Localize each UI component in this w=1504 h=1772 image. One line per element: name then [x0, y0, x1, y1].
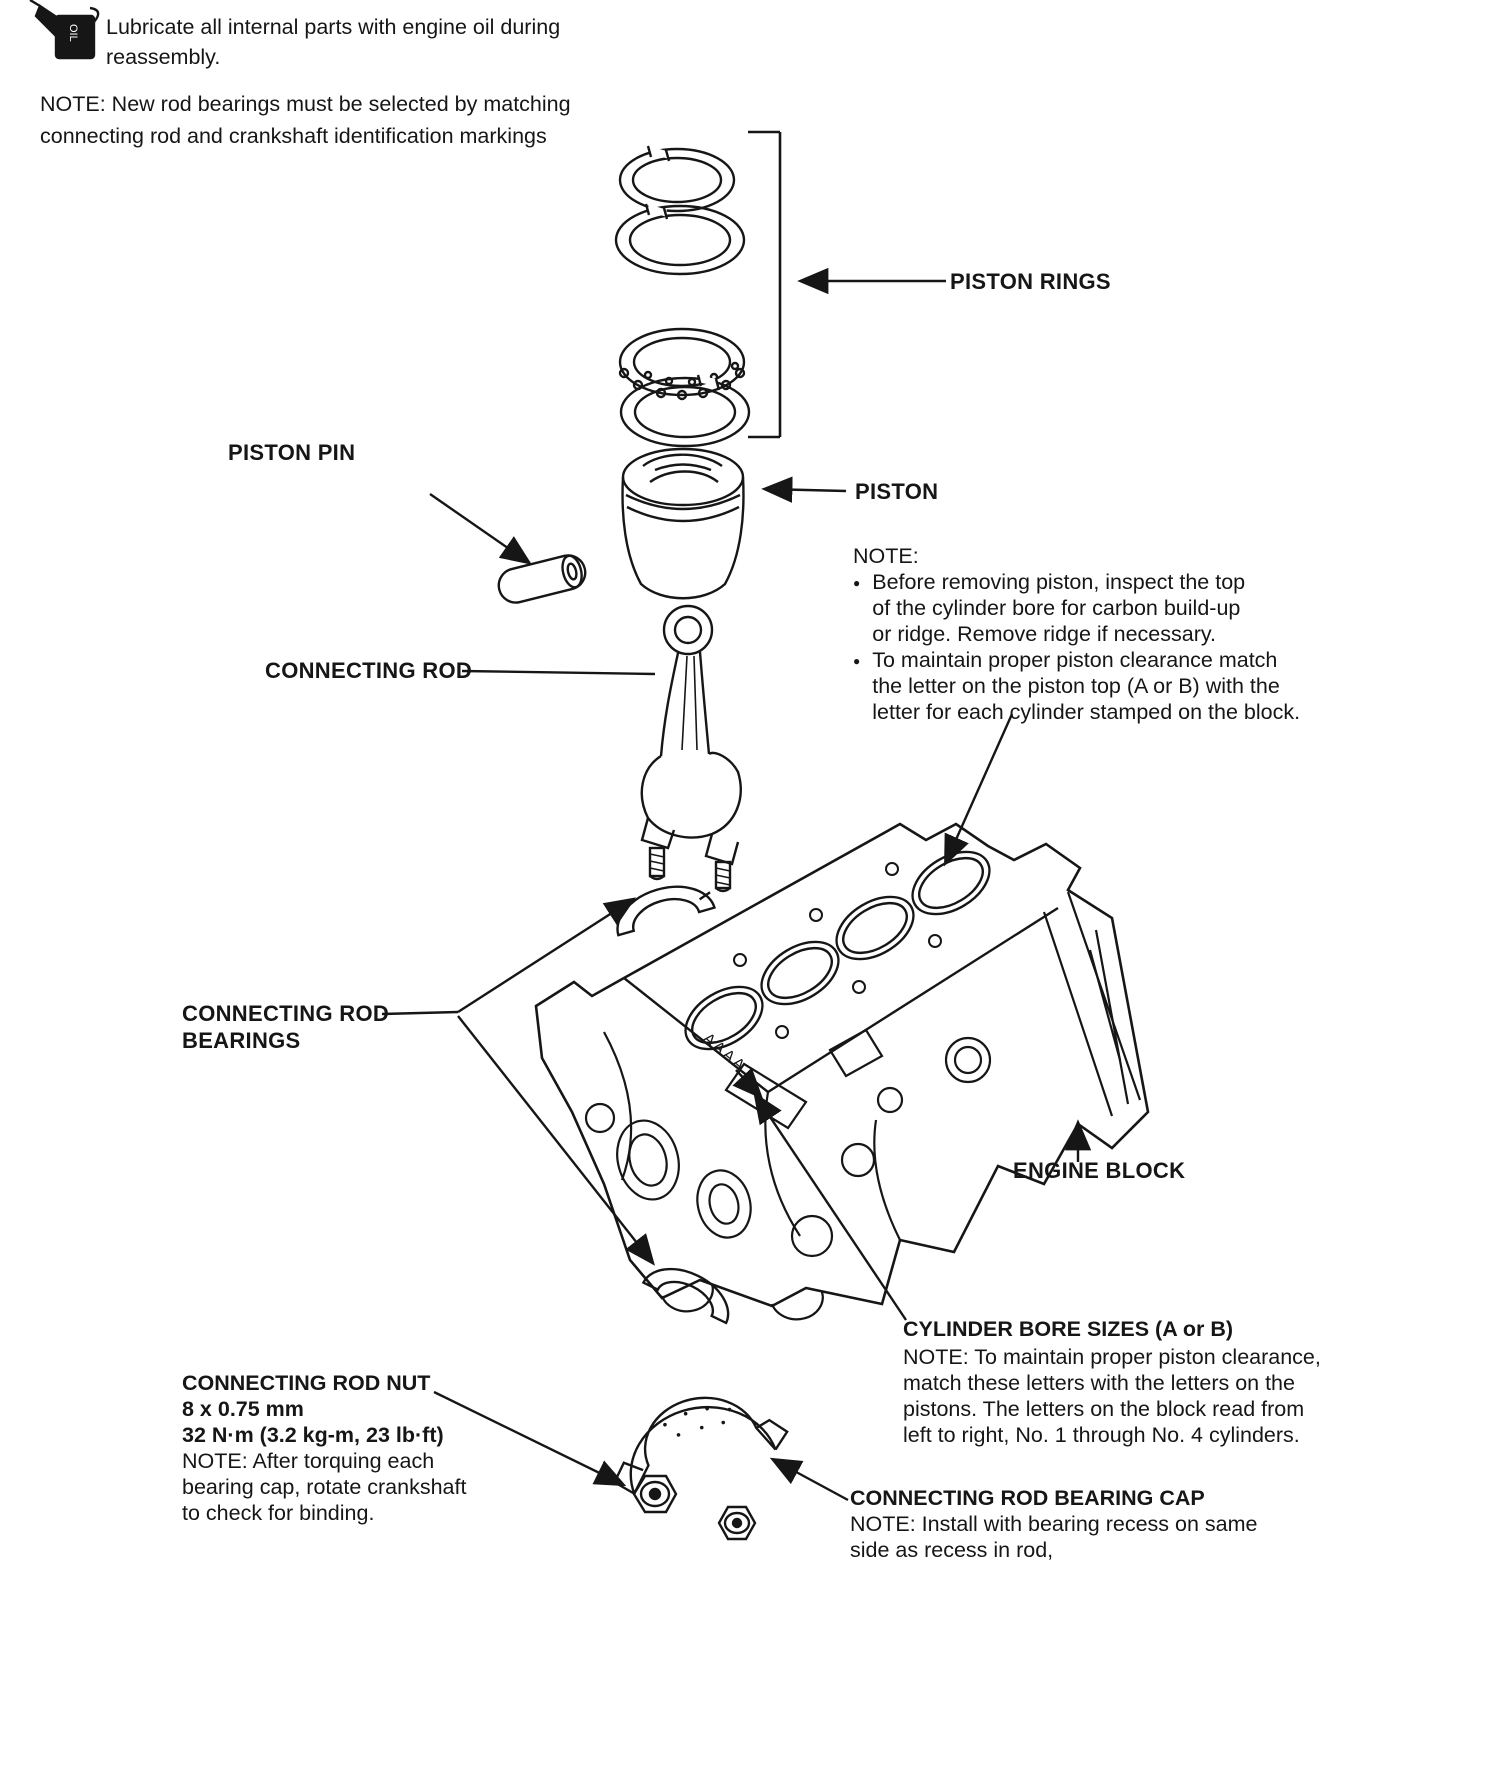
head-bolt-holes [734, 863, 941, 1038]
piston-rings-drawing [616, 146, 749, 446]
text-line: of the cylinder bore for carbon build-up [872, 596, 1241, 620]
text-line: letter for each cylinder stamped on the block. [872, 700, 1301, 724]
engine-block-drawing [536, 824, 1148, 1319]
text-line: pistons. The letters on the block read from [903, 1397, 1305, 1421]
bearings-leader-stem [382, 1012, 458, 1014]
piston-rings-label: PISTON RINGS [950, 269, 1111, 294]
text-line: NOTE: To maintain proper piston clearance, [903, 1345, 1321, 1369]
text-line: CONNECTING ROD [182, 1001, 390, 1026]
rod-bolt-right [716, 862, 730, 891]
note-bullet-1 [853, 569, 1300, 647]
rod-nut-drawing-1 [634, 1476, 676, 1512]
bearing-cap-block [850, 1485, 1257, 1563]
piston-pin-leader [430, 494, 528, 562]
text-line: bearing cap, rotate crankshaft [182, 1475, 467, 1499]
text-line: reassembly. [106, 45, 221, 69]
text-line: or ridge. Remove ridge if necessary. [872, 622, 1216, 646]
nut-spec-line: 8 x 0.75 mm [182, 1397, 304, 1421]
cylinder-bore-sizes-block [903, 1316, 1321, 1448]
bore-sizes-leader [756, 1096, 906, 1320]
connecting-rod-drawing [642, 606, 741, 891]
cylinder-bores [675, 839, 1001, 1062]
oil-can-icon [30, 0, 98, 58]
text-line: To maintain proper piston clearance match [872, 648, 1278, 672]
piston-drawing [623, 449, 744, 598]
connecting-rod-nut-label: CONNECTING ROD NUT [182, 1371, 431, 1395]
piston-pin-drawing [495, 552, 589, 606]
front-face-details [586, 1030, 990, 1319]
block-stamp-text: AAAA [699, 1030, 750, 1076]
lubricate-note [106, 12, 560, 72]
engine-block-label: ENGINE BLOCK [1013, 1158, 1186, 1183]
text-line: match these letters with the letters on the [903, 1371, 1295, 1395]
bullet-icon: ● [853, 654, 861, 668]
bullet-text [872, 647, 1300, 725]
connecting-rod-nut-block [182, 1370, 466, 1526]
bullet-text [872, 569, 1245, 647]
connecting-rod-leader [462, 671, 655, 674]
cylinder-bore-sizes-label: CYLINDER BORE SIZES (A or B) [903, 1317, 1234, 1341]
text-line: connecting rod and crankshaft identification markings [40, 124, 547, 148]
text-line: Lubricate all internal parts with engine oil during [106, 15, 561, 39]
piston-rings-bracket [748, 132, 780, 437]
text-line: the letter on the piston top (A or B) with the [872, 674, 1280, 698]
piston-leader [766, 489, 846, 491]
text-line: BEARINGS [182, 1028, 301, 1053]
text-line: side as recess in rod, [850, 1538, 1054, 1562]
right-face-ribs [1044, 892, 1140, 1116]
piston-removal-note [853, 543, 1300, 725]
text-line: NOTE: Install with bearing recess on same [850, 1512, 1258, 1536]
rod-nut-drawing-2 [719, 1507, 755, 1539]
text-line: left to right, No. 1 through No. 4 cylinders. [903, 1423, 1300, 1447]
connecting-rod-bearings-label [182, 1000, 389, 1054]
bore-note-text [903, 1344, 1321, 1448]
bullet-icon: ● [853, 576, 861, 590]
note-bullet-2 [853, 647, 1300, 725]
text-line: Before removing piston, inspect the top [872, 570, 1246, 594]
piston-label: PISTON [855, 479, 939, 504]
oil-ring-expander-dots [620, 363, 744, 399]
nut-spec-line: 32 N·m (3.2 kg-m, 23 lb·ft) [182, 1423, 444, 1447]
piston-pin-label: PISTON PIN [228, 440, 356, 465]
rod-bolt-left [650, 848, 664, 879]
text-line: to check for binding. [182, 1501, 375, 1525]
bearings-leader-lower [458, 1016, 652, 1262]
bearing-cap-leader [774, 1460, 848, 1500]
text-line: NOTE: New rod bearings must be selected by matching [40, 92, 571, 116]
text-line: NOTE: After torquing each [182, 1449, 435, 1473]
connecting-rod-bearing-cap-label: CONNECTING ROD BEARING CAP [850, 1486, 1205, 1510]
note-title: NOTE: [853, 544, 919, 568]
rod-bearings-note [40, 88, 571, 152]
bearings-leader-upper [458, 900, 632, 1012]
bearing-cap-drawing [605, 1387, 793, 1497]
oil-icon-text: OIL [67, 24, 79, 42]
connecting-rod-label: CONNECTING ROD [265, 658, 473, 683]
